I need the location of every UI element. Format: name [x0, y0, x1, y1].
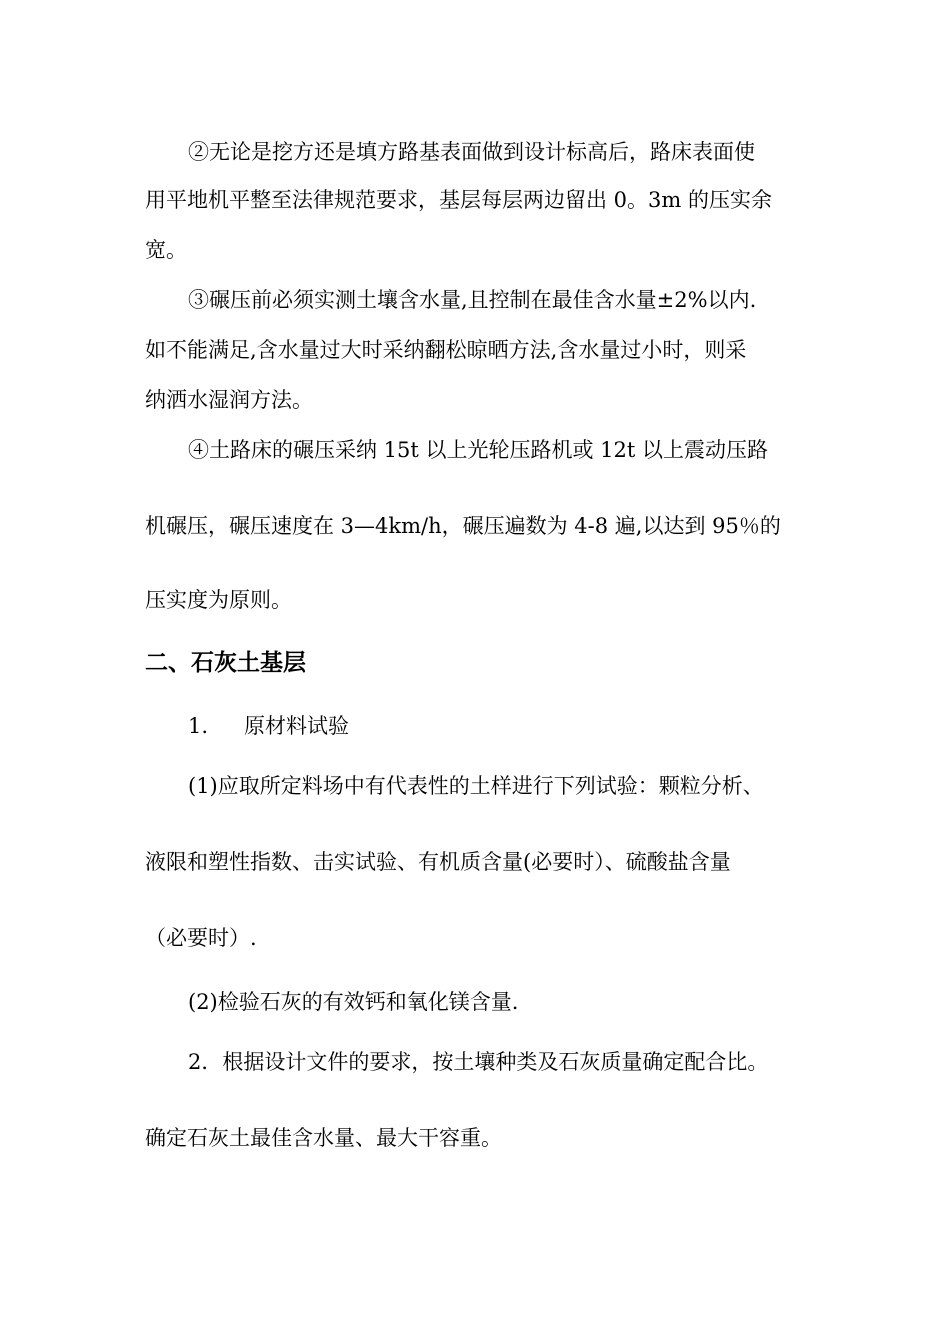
paragraph-line: 如不能满足,含水量过大时采纳翻松晾晒方法,含水量过小时，则采	[145, 338, 747, 362]
paragraph-line: ④土路床的碾压采纳 15t 以上光轮压路机或 12t 以上震动压路	[188, 438, 769, 462]
paragraph-line: 用平地机平整至法律规范要求，基层每层两边留出 0。3m 的压实余	[145, 188, 772, 212]
paragraph-line: （必要时）.	[145, 926, 257, 950]
paragraph-line: 液限和塑性指数、击实试验、有机质含量(必要时）、硫酸盐含量	[145, 850, 731, 874]
paragraph-line: 机碾压，碾压速度在 3—4km/h，碾压遍数为 4-8 遍,以达到 95％的	[145, 514, 781, 538]
paragraph-line: ②无论是挖方还是填方路基表面做到设计标高后，路床表面使	[188, 140, 755, 164]
paragraph-line: 2．根据设计文件的要求，按土壤种类及石灰质量确定配合比。	[188, 1050, 769, 1074]
list-title: 原材料试验	[244, 714, 349, 738]
list-number: 1.	[188, 714, 209, 738]
section-heading: 二、石灰土基层	[145, 650, 306, 676]
paragraph-line: 压实度为原则。	[145, 588, 292, 612]
paragraph-line: ③碾压前必须实测土壤含水量,且控制在最佳含水量±2%以内.	[188, 288, 757, 312]
list-item-title	[188, 712, 868, 740]
paragraph-line: 纳洒水湿润方法。	[145, 388, 313, 412]
paragraph-line: (1)应取所定料场中有代表性的土样进行下列试验：颗粒分析、	[188, 774, 764, 798]
paragraph-line: (2)检验石灰的有效钙和氧化镁含量.	[188, 990, 519, 1014]
paragraph-line: 宽。	[145, 238, 187, 262]
paragraph-line: 确定石灰土最佳含水量、最大干容重。	[145, 1126, 502, 1150]
